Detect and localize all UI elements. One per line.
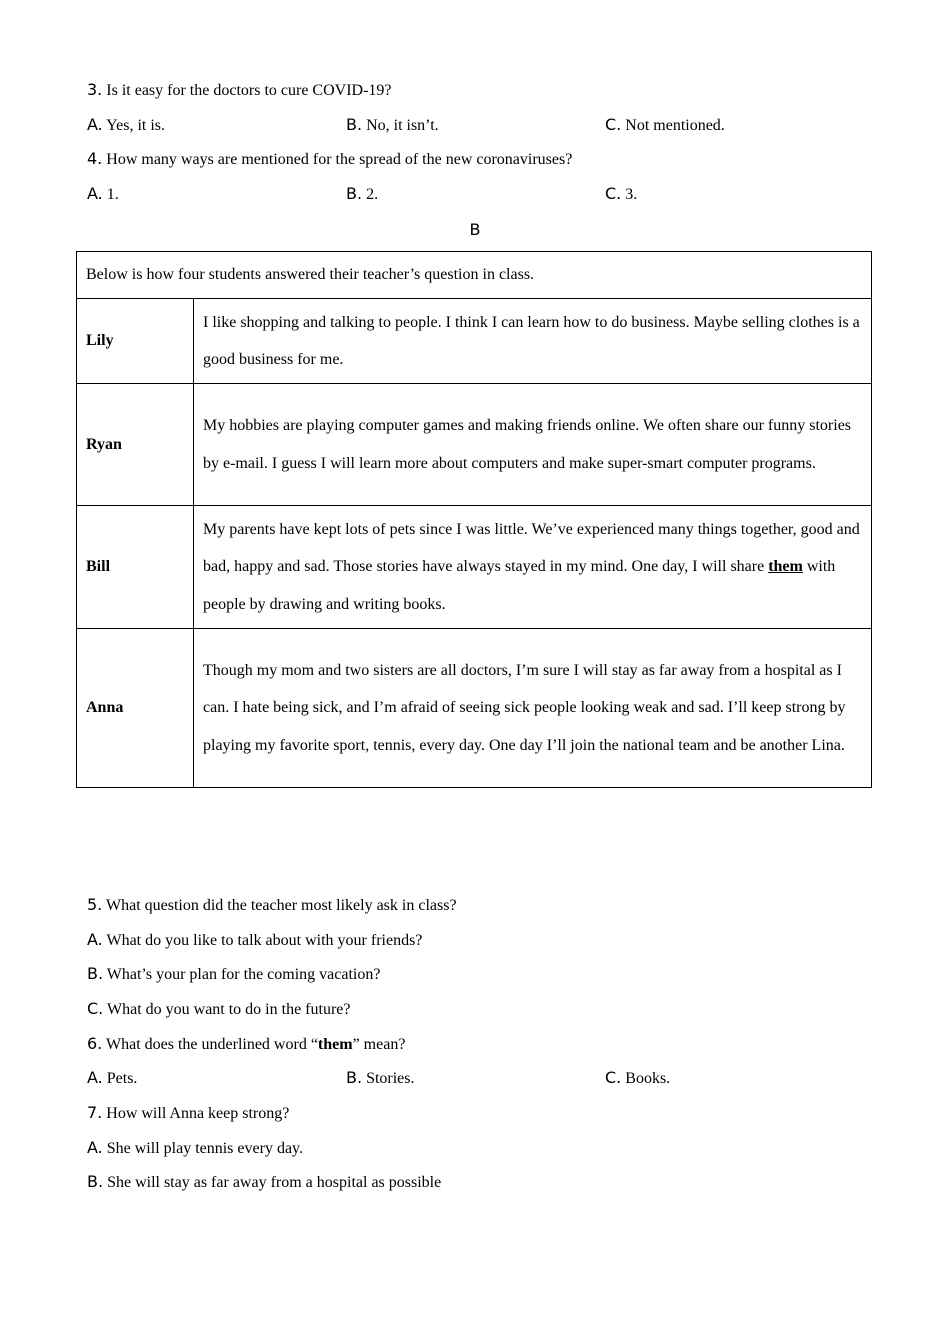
option-letter: A. [87,115,103,134]
option-7b [87,1172,441,1193]
question-number: 5. [87,895,103,914]
question-5 [87,895,457,916]
option-letter: C. [605,115,622,134]
option-text: Stories. [366,1070,415,1087]
student-answer: My hobbies are playing computer games and making friends online. We often share our funny stories by e-mail. I guess I will learn more about computers and make super-smart computer programs. [194,384,872,506]
question-text: How many ways are mentioned for the spread of the new coronaviruses? [106,151,573,168]
table-row [77,629,872,788]
option-text: 2. [366,186,379,203]
table-row [77,299,872,384]
question-4 [87,149,572,170]
option-text: 1. [106,186,119,203]
option-3c [605,115,725,136]
option-7a [87,1138,303,1159]
question-text: Is it easy for the doctors to cure COVID-19? [106,82,392,99]
question-number: 6. [87,1034,103,1053]
option-text: Yes, it is. [106,117,165,134]
student-name: Ryan [77,384,194,506]
question-keyword: them [317,1036,353,1053]
student-answer: Though my mom and two sisters are all doctors, I’m sure I will stay as far away from a hospital as I can. I hate being sick, and I’m afraid of seeing sick people looking weak and sad. I’ll keep strong by playing my favorite sport, tennis, every day. One day I’ll join the national team and be another Lina. [194,629,872,788]
option-4c [605,184,637,205]
option-letter: A. [87,184,103,203]
question-number: 4. [87,149,103,168]
option-text: No, it isn’t. [366,117,439,134]
option-3a [87,115,165,136]
option-text: Books. [625,1070,671,1087]
option-6b [346,1068,415,1089]
option-letter: B. [346,1068,363,1087]
option-4b [346,184,378,205]
student-name: Lily [77,299,194,384]
option-3b [346,115,439,136]
question-text: How will Anna keep strong? [106,1105,290,1122]
question-number: 7. [87,1103,103,1122]
option-letter: C. [605,1068,622,1087]
question-text-after: ” mean? [352,1036,406,1053]
underlined-word: them [768,558,803,576]
question-6 [87,1034,405,1055]
question-text-before: What does the underlined word “ [105,1036,318,1053]
answer-text-before: My parents have kept lots of pets since I was little. We’ve experienced many things together, good and bad, happy and sad. Those stories have always stayed in my mind. One day, I will share [203,520,860,576]
question-3 [87,80,392,101]
student-name: Anna [77,629,194,788]
option-6a [87,1068,137,1089]
section-label: B [469,220,481,239]
option-letter: A. [87,1068,103,1087]
option-text: 3. [625,186,638,203]
option-text: Pets. [106,1070,138,1087]
option-text: What do you want to do in the future? [106,1001,351,1018]
option-letter: B. [87,964,104,983]
student-answer [194,506,872,629]
option-text: She will stay as far away from a hospital as possible [107,1174,442,1191]
option-4a [87,184,119,205]
student-name: Bill [77,506,194,629]
option-letter: B. [346,115,363,134]
table-row [77,506,872,629]
question-text: What question did the teacher most likely ask in class? [105,897,457,914]
option-text: She will play tennis every day. [106,1140,303,1157]
option-5b [87,964,380,985]
option-letter: A. [87,930,103,949]
passage-intro: Below is how four students answered their teacher’s question in class. [77,252,872,299]
passage-intro-row [77,252,872,299]
answer-text-after: with people by drawing and writing books. [203,558,836,613]
table-row [77,384,872,506]
option-letter: B. [346,184,363,203]
option-6c [605,1068,670,1089]
option-letter: B. [87,1172,104,1191]
passage-table [76,251,872,788]
option-text: What’s your plan for the coming vacation? [106,966,381,983]
question-number: 3. [87,80,103,99]
option-5a [87,930,422,951]
option-letter: C. [87,999,104,1018]
question-7 [87,1103,289,1124]
option-5c [87,999,350,1020]
student-answer: I like shopping and talking to people. I think I can learn how to do business. Maybe selling clothes is a good business for me. [194,299,872,384]
option-letter: A. [87,1138,103,1157]
option-text: Not mentioned. [625,117,725,134]
option-letter: C. [605,184,622,203]
option-text: What do you like to talk about with your friends? [106,932,423,949]
